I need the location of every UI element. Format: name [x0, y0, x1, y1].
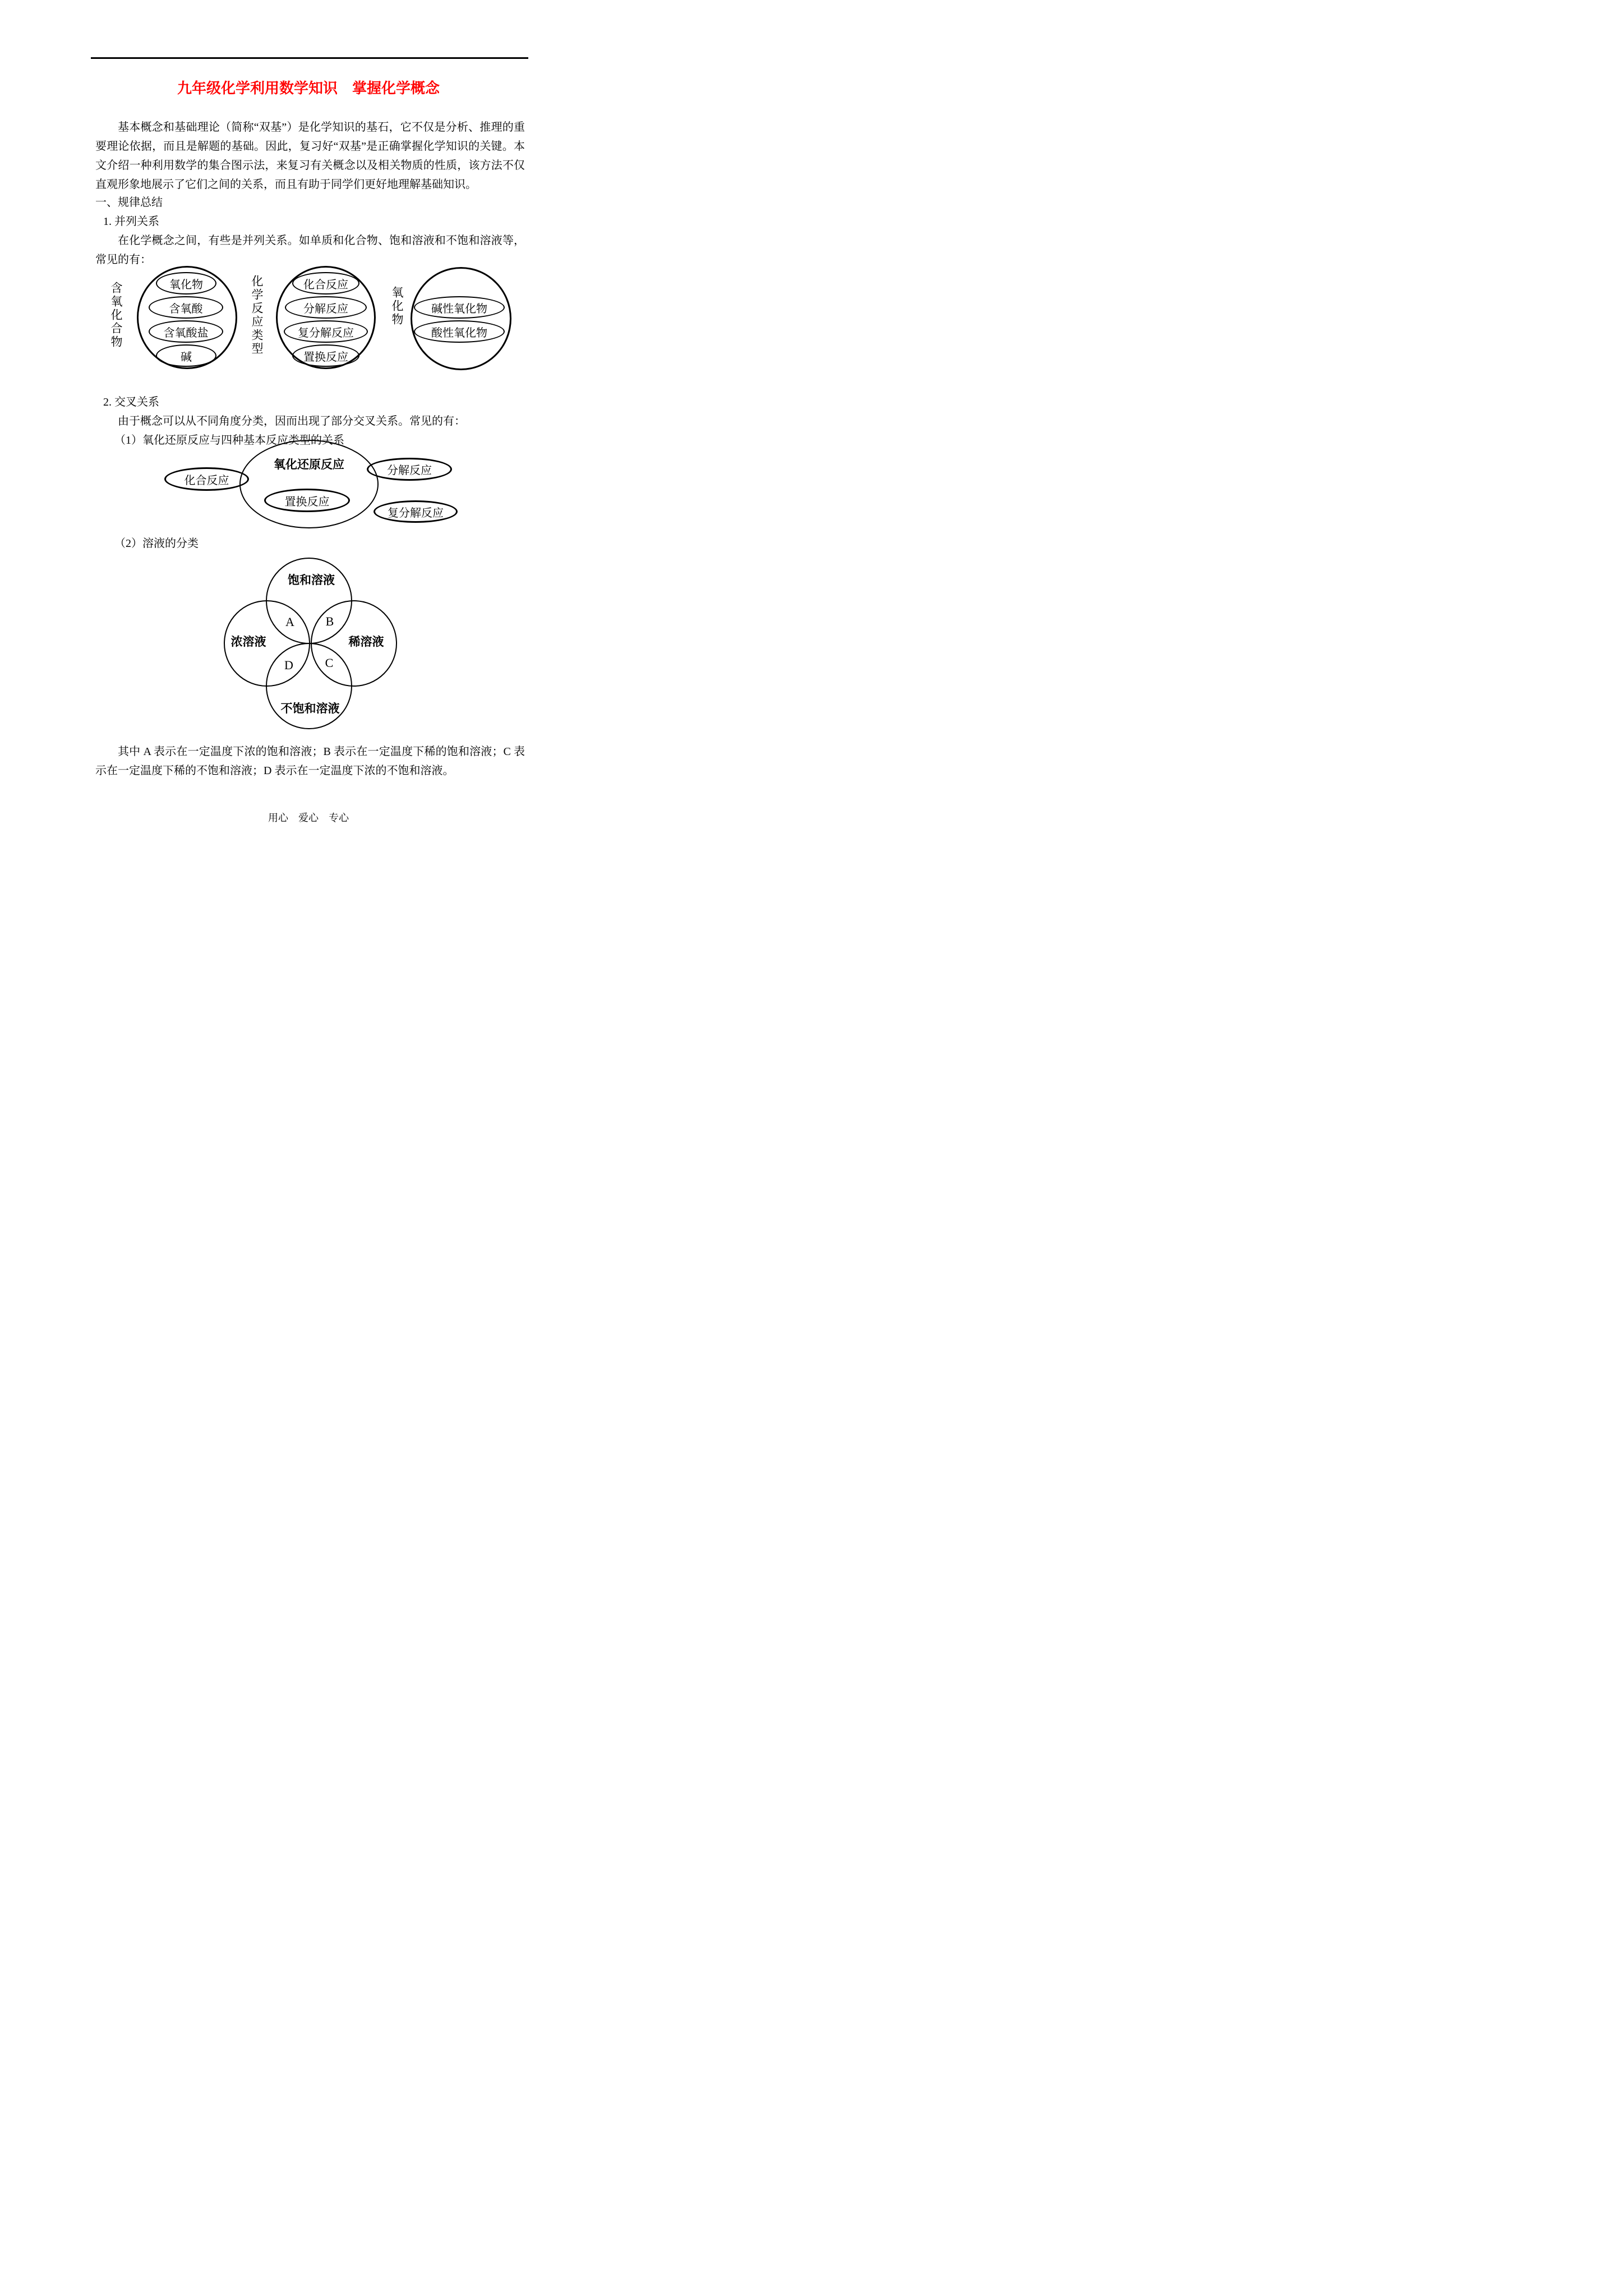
intro-paragraph: 基本概念和基础理论（简称“双基”）是化学知识的基石，它不仅是分析、推理的重要理论依据，而且是解题的基础。因此，复习好“双基”是正确掌握化学知识的关键。本文介绍一种利用数学的集合图示法，来复习有关概念以及相关物质的性质，该方法不仅直观形象地展示了它们之间的关系，而且有助于同学们更好地理解基础知识。: [95, 121, 525, 191]
decomposition-reaction-ellipse: [285, 296, 367, 319]
redox-double-displacement-ellipse: [374, 500, 458, 523]
region-c-label: C: [325, 656, 334, 670]
base-ellipse: [156, 344, 216, 367]
redox-decomposition-label: 分解反应: [387, 464, 432, 477]
saturated-label: 饱和溶液: [288, 573, 335, 587]
basic-oxide-label: 碱性氧化物: [431, 302, 487, 315]
combination-reaction-label: 化合反应: [303, 278, 348, 291]
section1-heading: 一、规律总结: [95, 196, 163, 209]
sub2-heading: 2. 交叉关系: [103, 396, 159, 408]
redox-outer-ellipse: [239, 440, 379, 528]
header-rule: [91, 57, 528, 59]
oxysalt-label: 含氧酸盐: [163, 326, 209, 339]
base-label: 碱: [181, 351, 192, 364]
basic-oxide-ellipse: [414, 296, 505, 319]
redox-relation-diagram: [0, 440, 617, 535]
solution-classification-venn: [0, 553, 617, 743]
sub1-paragraph: 在化学概念之间，有些是并列关系。如单质和化合物、饱和溶液和不饱和溶液等，常见的有：: [95, 234, 525, 266]
region-b-label: B: [325, 614, 334, 628]
oxyacid-label: 含氧酸: [169, 302, 203, 315]
redox-decomposition-ellipse: [367, 458, 452, 481]
reaction-types-group-label: 化学反应类型: [250, 275, 264, 356]
region-a-label: A: [285, 615, 294, 629]
oxide-ellipse: [156, 272, 216, 295]
sub2-paragraph: 由于概念可以从不同角度分类，因而出现了部分交叉关系。常见的有：: [118, 415, 465, 427]
combination-reaction-ellipse: [292, 272, 359, 295]
double-displacement-ellipse: [284, 320, 368, 343]
oxides-group-label: 氧化物: [390, 286, 404, 326]
region-d-label: D: [284, 658, 293, 672]
redox-combination-ellipse: [164, 467, 249, 491]
redox-double-displacement-label: 复分解反应: [388, 507, 444, 519]
displacement-reaction-ellipse: [292, 344, 359, 367]
acidic-oxide-label: 酸性氧化物: [431, 326, 487, 339]
dilute-label: 稀溶液: [348, 635, 384, 648]
redox-displacement-label: 置换反应: [284, 495, 330, 508]
item1-heading: （1）氧化还原反应与四种基本反应类型的关系: [114, 434, 344, 447]
item2-heading: （2）溶液的分类: [114, 537, 199, 550]
unsaturated-label: 不饱和溶液: [280, 702, 340, 715]
redox-displacement-ellipse: [264, 489, 350, 512]
oxysalt-ellipse: [149, 320, 223, 343]
double-displacement-label: 复分解反应: [298, 326, 354, 339]
venn-note-paragraph: 其中 A 表示在一定温度下浓的饱和溶液；B 表示在一定温度下稀的饱和溶液；C 表示在一定温度下稀的不饱和溶液；D 表示在一定温度下浓的不饱和溶液。: [95, 746, 525, 777]
document-page: [0, 0, 617, 873]
redox-label: 氧化还原反应: [274, 458, 344, 471]
acidic-oxide-ellipse: [414, 320, 505, 343]
displacement-reaction-label: 置换反应: [303, 351, 348, 364]
page-title: 九年级化学利用数学知识 掌握化学概念: [177, 80, 440, 96]
sub1-heading: 1. 并列关系: [103, 215, 159, 228]
page-footer: 用心 爱心 专心: [268, 812, 349, 823]
oxy-compounds-group-label: 含氧化合物: [109, 282, 123, 349]
oxide-label: 氧化物: [169, 278, 203, 291]
oxides-outer-ellipse: [411, 267, 511, 370]
oxyacid-ellipse: [149, 296, 223, 319]
concentrated-label: 浓溶液: [230, 635, 266, 648]
parallel-relation-diagrams: [0, 265, 617, 374]
redox-combination-label: 化合反应: [184, 474, 229, 487]
decomposition-reaction-label: 分解反应: [303, 302, 348, 315]
